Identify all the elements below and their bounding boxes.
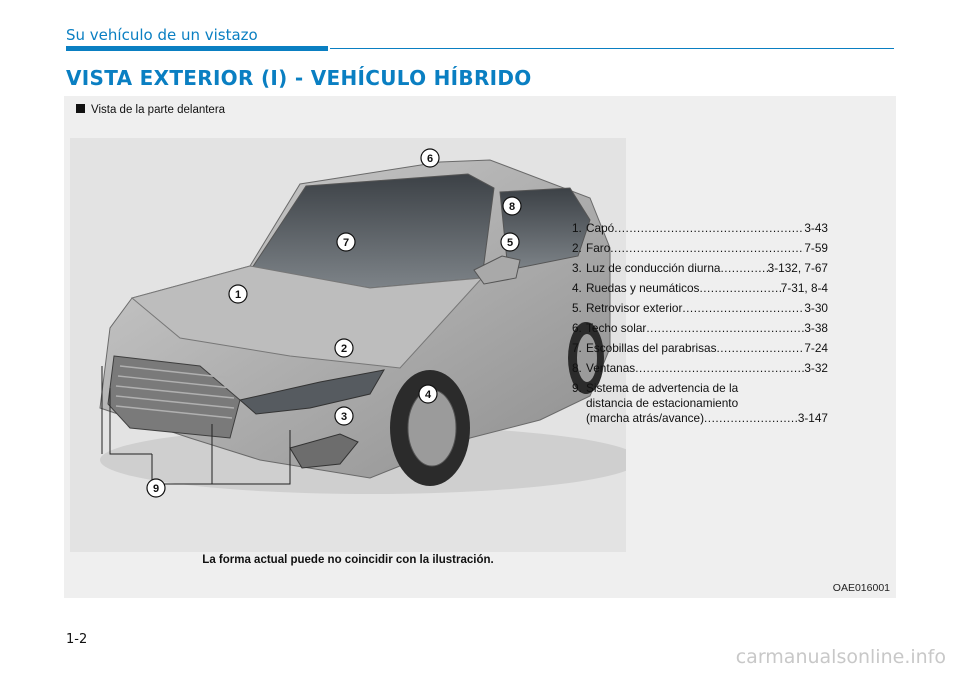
item-label: Ruedas y neumáticos <box>586 281 700 295</box>
callout-badge-8 <box>503 197 521 215</box>
list-item <box>572 321 828 336</box>
item-page: 7-31, 8-4 <box>780 281 828 295</box>
callout-label-7: 7 <box>342 237 350 249</box>
callout-badge-3 <box>335 407 353 425</box>
callout-badge-2 <box>335 339 353 357</box>
item-label-line2: distancia de estacionamiento <box>586 396 739 410</box>
page-number: 1-2 <box>66 632 88 647</box>
leader-dots <box>646 321 804 336</box>
square-bullet-icon <box>76 104 85 113</box>
item-number: 7. <box>572 341 582 355</box>
car-drawing <box>70 138 626 552</box>
view-label <box>76 104 225 116</box>
leader-dots <box>720 261 767 276</box>
section-title: Su vehículo de un vistazo <box>66 26 258 44</box>
page-title: VISTA EXTERIOR (I) - VEHÍCULO HÍBRIDO <box>66 66 532 90</box>
list-item <box>572 241 828 256</box>
callout-badge-4 <box>419 385 437 403</box>
callout-badge-5 <box>501 233 519 251</box>
windshield <box>252 174 494 288</box>
item-label: Retrovisor exterior <box>586 301 683 315</box>
callout-label-6: 6 <box>426 153 434 165</box>
image-code: OAE016001 <box>832 582 890 594</box>
watermark: carmanualsonline.info <box>735 646 946 668</box>
callout-label-8: 8 <box>508 201 516 213</box>
item-page: 7-59 <box>804 241 828 255</box>
leader-dots <box>704 411 798 426</box>
item-label: Techo solar <box>586 321 647 335</box>
item-page: 3-32 <box>804 361 828 375</box>
item-page: 3-30 <box>804 301 828 315</box>
header-rule-thin <box>330 48 894 49</box>
item-label: Capó <box>586 221 615 235</box>
item-label-line1: Sistema de advertencia de la <box>586 381 739 395</box>
leader-dots <box>610 241 804 256</box>
item-page: 7-24 <box>804 341 828 355</box>
list-item <box>572 301 828 316</box>
callout-badge-1 <box>229 285 247 303</box>
item-page: 3-132, 7-67 <box>767 261 828 275</box>
view-label-text: Vista de la parte delantera <box>91 104 226 116</box>
list-item <box>572 261 828 276</box>
item-number: 6. <box>572 321 582 335</box>
item-number: 4. <box>572 281 582 295</box>
header-rule-thick <box>66 46 328 51</box>
leader-dots <box>614 221 804 236</box>
callout-label-3: 3 <box>340 411 348 423</box>
leader-dots <box>682 301 804 316</box>
callout-badge-9 <box>147 479 165 497</box>
callout-badge-6 <box>421 149 439 167</box>
leader-dots <box>717 341 805 356</box>
item-number: 9. <box>572 381 582 395</box>
leader-dots <box>699 281 780 296</box>
callout-label-9: 9 <box>152 483 160 495</box>
callout-label-2: 2 <box>340 343 348 355</box>
component-list <box>572 221 828 431</box>
item-page: 3-38 <box>804 321 828 335</box>
item-label: Luz de conducción diurna <box>586 261 721 275</box>
callout-badge-7 <box>337 233 355 251</box>
list-item <box>572 341 828 356</box>
item-number: 8. <box>572 361 582 375</box>
item-page: 3-43 <box>804 221 828 235</box>
item-number: 5. <box>572 301 582 315</box>
illustration-caption: La forma actual puede no coincidir con la ilustración. <box>202 554 494 566</box>
item-label: Faro <box>586 241 611 255</box>
leader-dots <box>635 361 804 376</box>
callout-label-1: 1 <box>234 289 242 301</box>
list-item <box>572 381 828 426</box>
callout-label-5: 5 <box>506 237 514 249</box>
item-label: Escobillas del parabrisas <box>586 341 717 355</box>
callout-label-4: 4 <box>424 389 432 401</box>
list-item <box>572 361 828 376</box>
item-label-line3: (marcha atrás/avance) <box>586 411 705 425</box>
item-page: 3-147 <box>797 411 828 425</box>
item-number: 1. <box>572 221 582 235</box>
item-number: 3. <box>572 261 582 275</box>
list-item <box>572 281 828 296</box>
car-illustration <box>70 138 626 552</box>
item-number: 2. <box>572 241 582 255</box>
list-item <box>572 221 828 236</box>
item-label: Ventanas <box>586 361 636 375</box>
